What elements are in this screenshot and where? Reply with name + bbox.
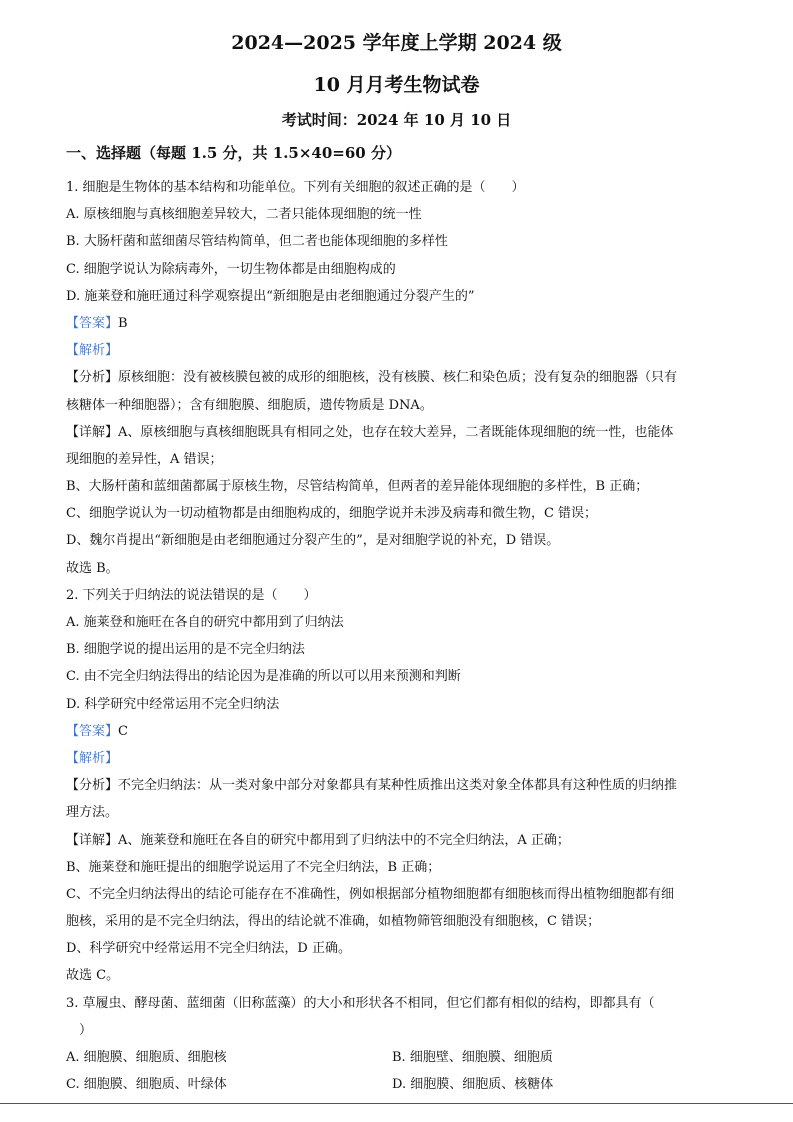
q1-option-c: C. 细胞学说认为除病毒外，一切生物体都是由细胞构成的 (66, 261, 396, 277)
fenxi-tag: 【分析】 (66, 778, 119, 794)
q3-options-row2 (66, 1071, 728, 1098)
q1-answer: B (118, 315, 128, 331)
q2-detail-c2: 胞核，采用的是不完全归纳法，得出的结论就不准确，如植物筛管细胞没有细胞核，C 错误； (66, 914, 601, 930)
q2-xiangjie-line1 (66, 827, 728, 854)
exam-title-line1: 2024—2025 学年度上学期 2024 级 (231, 32, 562, 54)
q2-detail-c1: C、不完全归纳法得出的结论可能存在不准确性，例如根据部分植物细胞都有细胞核而得出植物细胞都有细 (66, 886, 674, 902)
q3-option-d: D. 细胞膜、细胞质、核糖体 (392, 1077, 554, 1093)
q2-option-c: C. 由不完全归纳法得出的结论因为是准确的所以可以用来预测和判断 (66, 669, 461, 685)
page-bottom-divider (0, 1103, 793, 1104)
q2-fenxi-text1: 不完全归纳法：从一类对象中部分对象都具有某种性质推出这类对象全体都具有这种性质的归纳推 (118, 778, 678, 794)
answer-tag: 【答案】 (66, 315, 119, 331)
q2-option-b: B. 细胞学说的提出运用的是不完全归纳法 (66, 642, 305, 658)
q3-option-a: A. 细胞膜、细胞质、细胞核 (66, 1050, 227, 1065)
q3-stem-line2: ） (66, 1022, 93, 1038)
section-heading: 一、选择题（每题 1.5 分，共 1.5×40=60 分） (66, 144, 401, 162)
xiangjie-tag: 【详解】 (66, 832, 119, 848)
q1-detail-d: D、魏尔肖提出“新细胞是由老细胞通过分裂产生的”，是对细胞学说的补充，D 错误。 (66, 533, 560, 549)
q1-xiangjie-line2: 现细胞的差异性，A 错误； (66, 451, 223, 467)
q3-option-c: C. 细胞膜、细胞质、叶绿体 (66, 1077, 227, 1093)
q1-option-a: A. 原核细胞与真核细胞差异较大，二者只能体现细胞的统一性 (66, 207, 422, 223)
analysis-tag: 【解析】 (66, 343, 119, 359)
q1-answer-line (66, 310, 728, 337)
q2-fenxi-line2: 理方法。 (66, 805, 119, 821)
q1-xiangjie-text1: A、原核细胞与真核细胞既具有相同之处，也存在较大差异，二者既能体现细胞的统一性，也能体 (118, 424, 674, 440)
q1-conclusion: 故选 B。 (66, 560, 119, 576)
q1-detail-c: C、细胞学说认为一切动植物都是由细胞构成的，细胞学说并未涉及病毒和微生物，C 错误； (66, 506, 598, 522)
q2-stem: 2. 下列关于归纳法的说法错误的是（ ） (66, 587, 317, 603)
q2-fenxi-line1 (66, 772, 728, 799)
q2-option-d: D. 科学研究中经常运用不完全归纳法 (66, 696, 280, 712)
analysis-tag: 【解析】 (66, 750, 119, 766)
q3-stem-line1: 3. 草履虫、酵母菌、蓝细菌（旧称蓝藻）的大小和形状各不相同，但它们都有相似的结构，即都具有（ (66, 995, 655, 1011)
q1-analysis-line (66, 337, 728, 364)
q2-detail-b: B、施莱登和施旺提出的细胞学说运用了不完全归纳法，B 正确； (66, 859, 441, 875)
q2-analysis-line (66, 745, 728, 772)
answer-tag: 【答案】 (66, 723, 119, 739)
fenxi-tag: 【分析】 (66, 370, 119, 386)
q2-answer-line (66, 718, 728, 745)
q3-options-row1 (66, 1044, 728, 1071)
xiangjie-tag: 【详解】 (66, 424, 119, 440)
q2-answer: C (118, 723, 128, 739)
q1-fenxi-line2: 核糖体一种细胞器）；含有细胞膜、细胞质，遗传物质是 DNA。 (66, 397, 433, 413)
exam-time: 考试时间：2024 年 10 月 10 日 (281, 111, 512, 129)
q1-detail-b: B、大肠杆菌和蓝细菌都属于原核生物，尽管结构简单，但两者的差异能体现细胞的多样性，B 正确； (66, 479, 649, 495)
questions-body (66, 174, 728, 1098)
exam-title-line2: 10 月月考生物试卷 (313, 74, 480, 96)
q1-option-b: B. 大肠杆菌和蓝细菌尽管结构简单，但二者也能体现细胞的多样性 (66, 234, 448, 250)
q3-option-b: B. 细胞壁、细胞膜、细胞质 (392, 1050, 553, 1065)
q1-stem: 1. 细胞是生物体的基本结构和功能单位。下列有关细胞的叙述正确的是（ ） (66, 180, 525, 195)
q1-option-d: D. 施莱登和施旺通过科学观察提出“新细胞是由老细胞通过分裂产生的” (66, 288, 475, 304)
q1-fenxi-line1 (66, 364, 728, 391)
q2-detail-d: D、科学研究中经常运用不完全归纳法，D 正确。 (66, 941, 351, 957)
q2-xiangjie-text1: A、施莱登和施旺在各自的研究中都用到了归纳法中的不完全归纳法，A 正确； (118, 832, 570, 848)
q1-fenxi-text1: 原核细胞：没有被核膜包被的成形的细胞核，没有核膜、核仁和染色质；没有复杂的细胞器（只有 (118, 370, 678, 386)
q1-xiangjie-line1 (66, 419, 728, 446)
q2-conclusion: 故选 C。 (66, 968, 120, 984)
q2-option-a: A. 施莱登和施旺在各自的研究中都用到了归纳法 (66, 615, 344, 630)
